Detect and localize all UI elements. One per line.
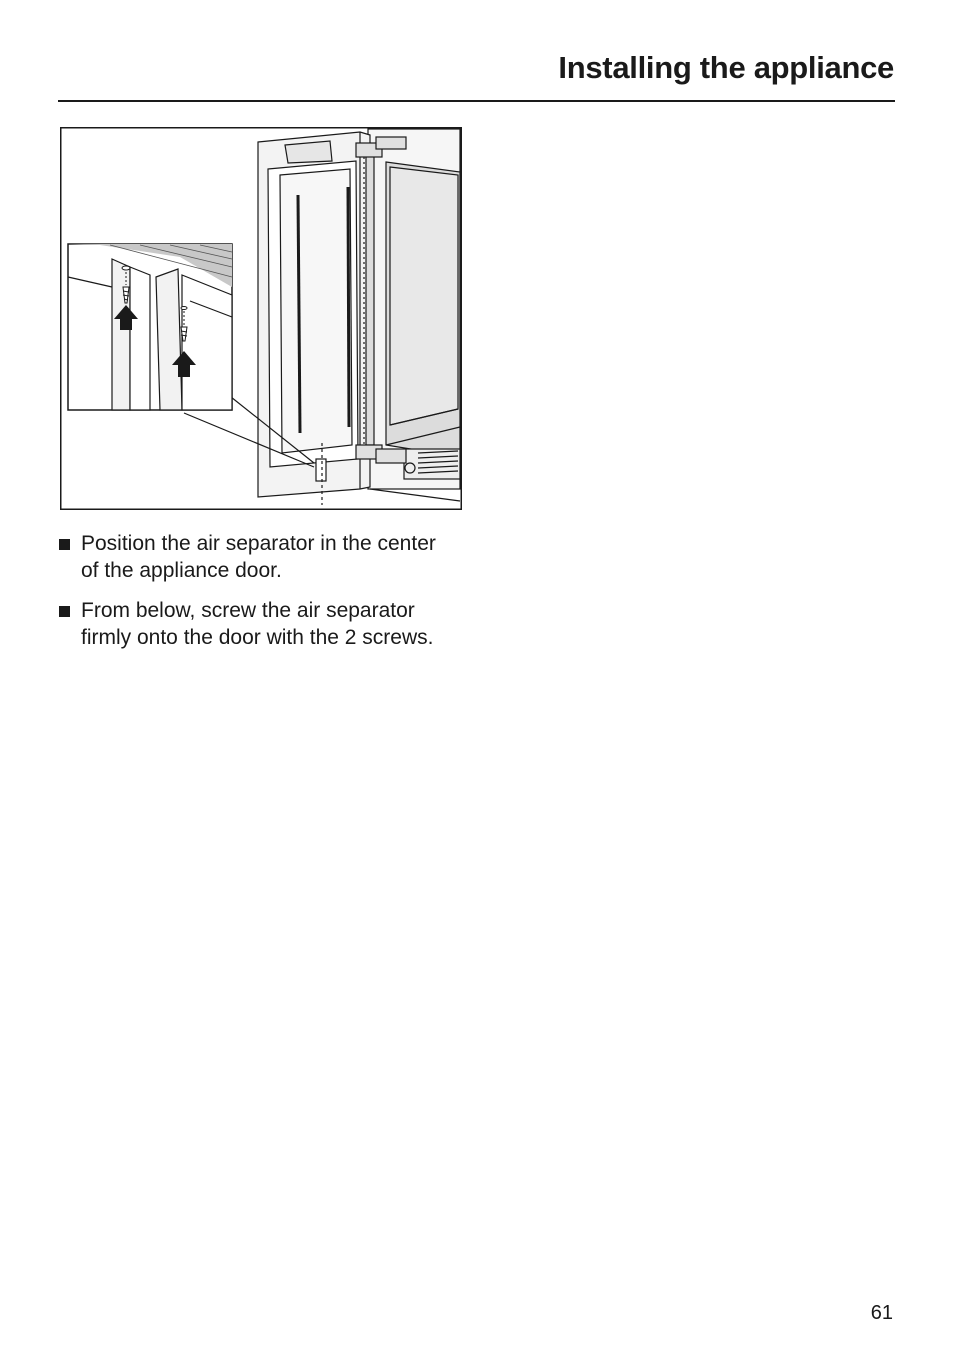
detail-inset <box>68 244 232 410</box>
instruction-text: Position the air separator in the center of the appliance door. <box>81 532 436 582</box>
instruction-text: From below, screw the air separator firmly onto the door with the 2 screws. <box>81 599 434 649</box>
header-rule <box>58 100 895 102</box>
page-number: 61 <box>870 1302 893 1324</box>
instruction-list <box>58 530 458 664</box>
installation-illustration <box>60 127 462 510</box>
bullet-square-icon <box>59 539 70 550</box>
bullet-square-icon <box>59 606 70 617</box>
appliance-door <box>258 132 374 497</box>
instruction-item <box>58 597 458 651</box>
page-title: Installing the appliance <box>558 50 894 85</box>
instruction-item <box>58 530 458 584</box>
